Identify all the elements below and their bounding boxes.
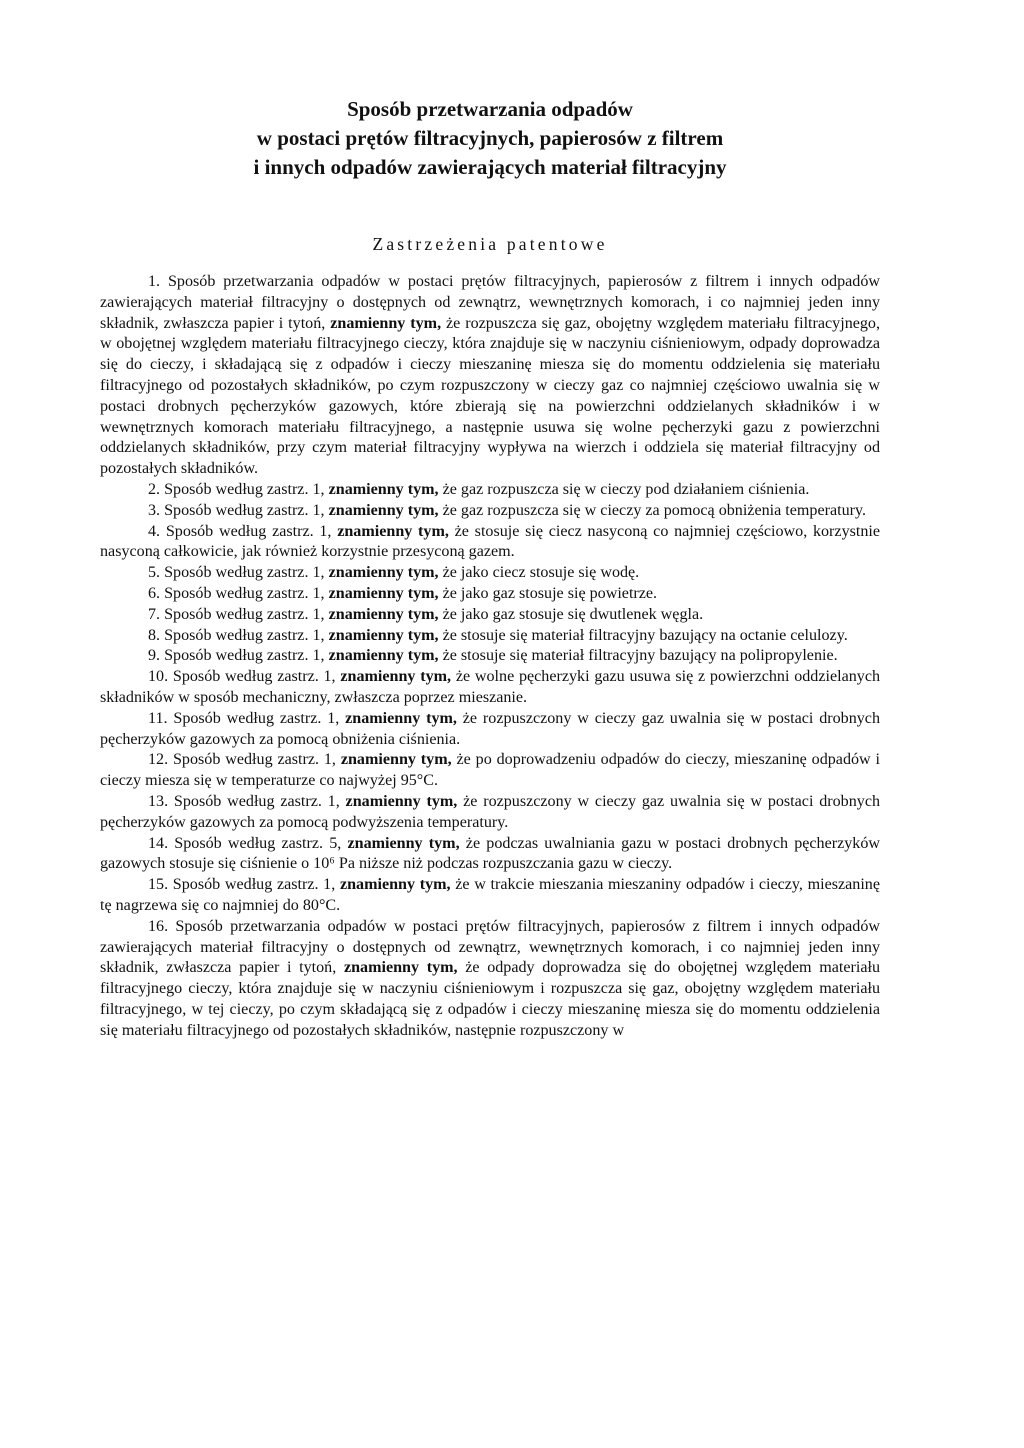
claim-3: 3. Sposób według zastrz. 1, znamienny tym, że gaz rozpuszcza się w cieczy za pomocą obniżenia temperatury.: [148, 501, 867, 519]
claim-1: 1. Sposób przetwarzania odpadów w postaci prętów filtracyjnych, papierosów z filtrem i innych odpadów zawierających materiał filtracyjny o dostępnych od zewnątrz, wewnętrznych komorach, i co najmniej jeden inny składnik, zwłaszcza papier i tytoń, znamienny tym, że rozpuszcza się gaz, obojętny względem materiału filtracyjnego, w obojętnej względem materiału filtracyjnego cieczy, która znajduje się w naczyniu ciśnieniowym, odpady doprowadza się do cieczy, i składającą się z odpadów i cieczy mieszaninę miesza się do momentu oddzielenia się materiału filtracyjnego od pozostałych składników, po czym rozpuszczony w cieczy gaz co najmniej częściowo uwalnia się w postaci drobnych pęcherzyków gazowych, które zbierają się na powierzchni oddzielanych składników i w wewnętrznych komorach materiału filtracyjnego, a następnie usuwa się wolne pęcherzyki gazu z powierzchni oddzielanych składników, przy czym materiał filtracyjny wypływa na wierzch i oddziela się materiał filtracyjny od pozostałych składników.: [100, 273, 880, 478]
title-line-2: w postaci prętów filtracyjnych, papierosów z filtrem: [256, 126, 724, 150]
claims-list: [100, 272, 880, 1041]
claim-14: 14. Sposób według zastrz. 5, znamienny tym, że podczas uwalniania gazu w postaci drobnych pęcherzyków gazowych stosuje się ciśnienie o 10⁶ Pa niższe niż podczas rozpuszczania gazu w cieczy.: [100, 834, 881, 873]
claim-9: 9. Sposób według zastrz. 1, znamienny tym, że stosuje się materiał filtracyjny bazujący na polipropylenie.: [148, 647, 838, 665]
claim-8: 8. Sposób według zastrz. 1, znamienny tym, że stosuje się materiał filtracyjny bazujący na octanie celulozy.: [148, 626, 848, 644]
claim-2: 2. Sposób według zastrz. 1, znamienny tym, że gaz rozpuszcza się w cieczy pod działaniem ciśnienia.: [148, 480, 810, 498]
claim-7: 7. Sposób według zastrz. 1, znamienny tym, że jako gaz stosuje się dwutlenek węgla.: [148, 605, 704, 623]
title-line-3: i innych odpadów zawierających materiał filtracyjny: [253, 155, 727, 179]
section-heading: Zastrzeżenia patentowe: [372, 234, 608, 254]
claim-13: 13. Sposób według zastrz. 1, znamienny tym, że rozpuszczony w cieczy gaz uwalnia się w postaci drobnych pęcherzyków gazowych za pomocą podwyższenia temperatury.: [100, 792, 881, 831]
claim-5: 5. Sposób według zastrz. 1, znamienny tym, że jako ciecz stosuje się wodę.: [148, 564, 640, 582]
title-line-1: Sposób przetwarzania odpadów: [347, 97, 633, 121]
claim-10: 10. Sposób według zastrz. 1, znamienny tym, że wolne pęcherzyki gazu usuwa się z powierzchni oddzielanych składników w sposób mechaniczny, zwłaszcza poprzez mieszanie.: [100, 668, 881, 706]
document-page: [100, 95, 880, 1041]
claim-16: 16. Sposób przetwarzania odpadów w postaci prętów filtracyjnych, papierosów z filtrem i innych odpadów zawierających materiał filtracyjny o dostępnych od zewnątrz, wewnętrznych komorach, i co najmniej jeden inny składnik, zwłaszcza papier i tytoń, znamienny tym, że odpady doprowadza się do obojętnej względem materiału filtracyjnego cieczy, która znajduje się w naczyniu ciśnieniowym i rozpuszcza się gaz, obojętny względem materiału filtracyjnego, w tej cieczy, po czym składającą się z odpadów i cieczy mieszaninę miesza się do momentu oddzielenia się materiału filtracyjnego od pozostałych składników, następnie rozpuszczony w: [100, 917, 881, 1039]
claim-11: 11. Sposób według zastrz. 1, znamienny tym, że rozpuszczony w cieczy gaz uwalnia się w postaci drobnych pęcherzyków gazowych za pomocą obniżenia ciśnienia.: [100, 709, 880, 748]
claim-4: 4. Sposób według zastrz. 1, znamienny tym, że stosuje się ciecz nasyconą co najmniej częściowo, korzystnie nasyconą całkowicie, jak również korzystnie przesyconą gazem.: [100, 522, 881, 561]
claim-12: 12. Sposób według zastrz. 1, znamienny tym, że po doprowadzeniu odpadów do cieczy, mieszaninę odpadów i cieczy miesza się w temperaturze co najwyżej 95°C.: [100, 751, 881, 790]
document-title: [100, 95, 880, 182]
claim-15: 15. Sposób według zastrz. 1, znamienny tym, że w trakcie mieszania mieszaniny odpadów i cieczy, mieszaninę tę nagrzewa się co najmniej do 80°C.: [100, 876, 880, 914]
claim-6: 6. Sposób według zastrz. 1, znamienny tym, że jako gaz stosuje się powietrze.: [148, 584, 658, 602]
